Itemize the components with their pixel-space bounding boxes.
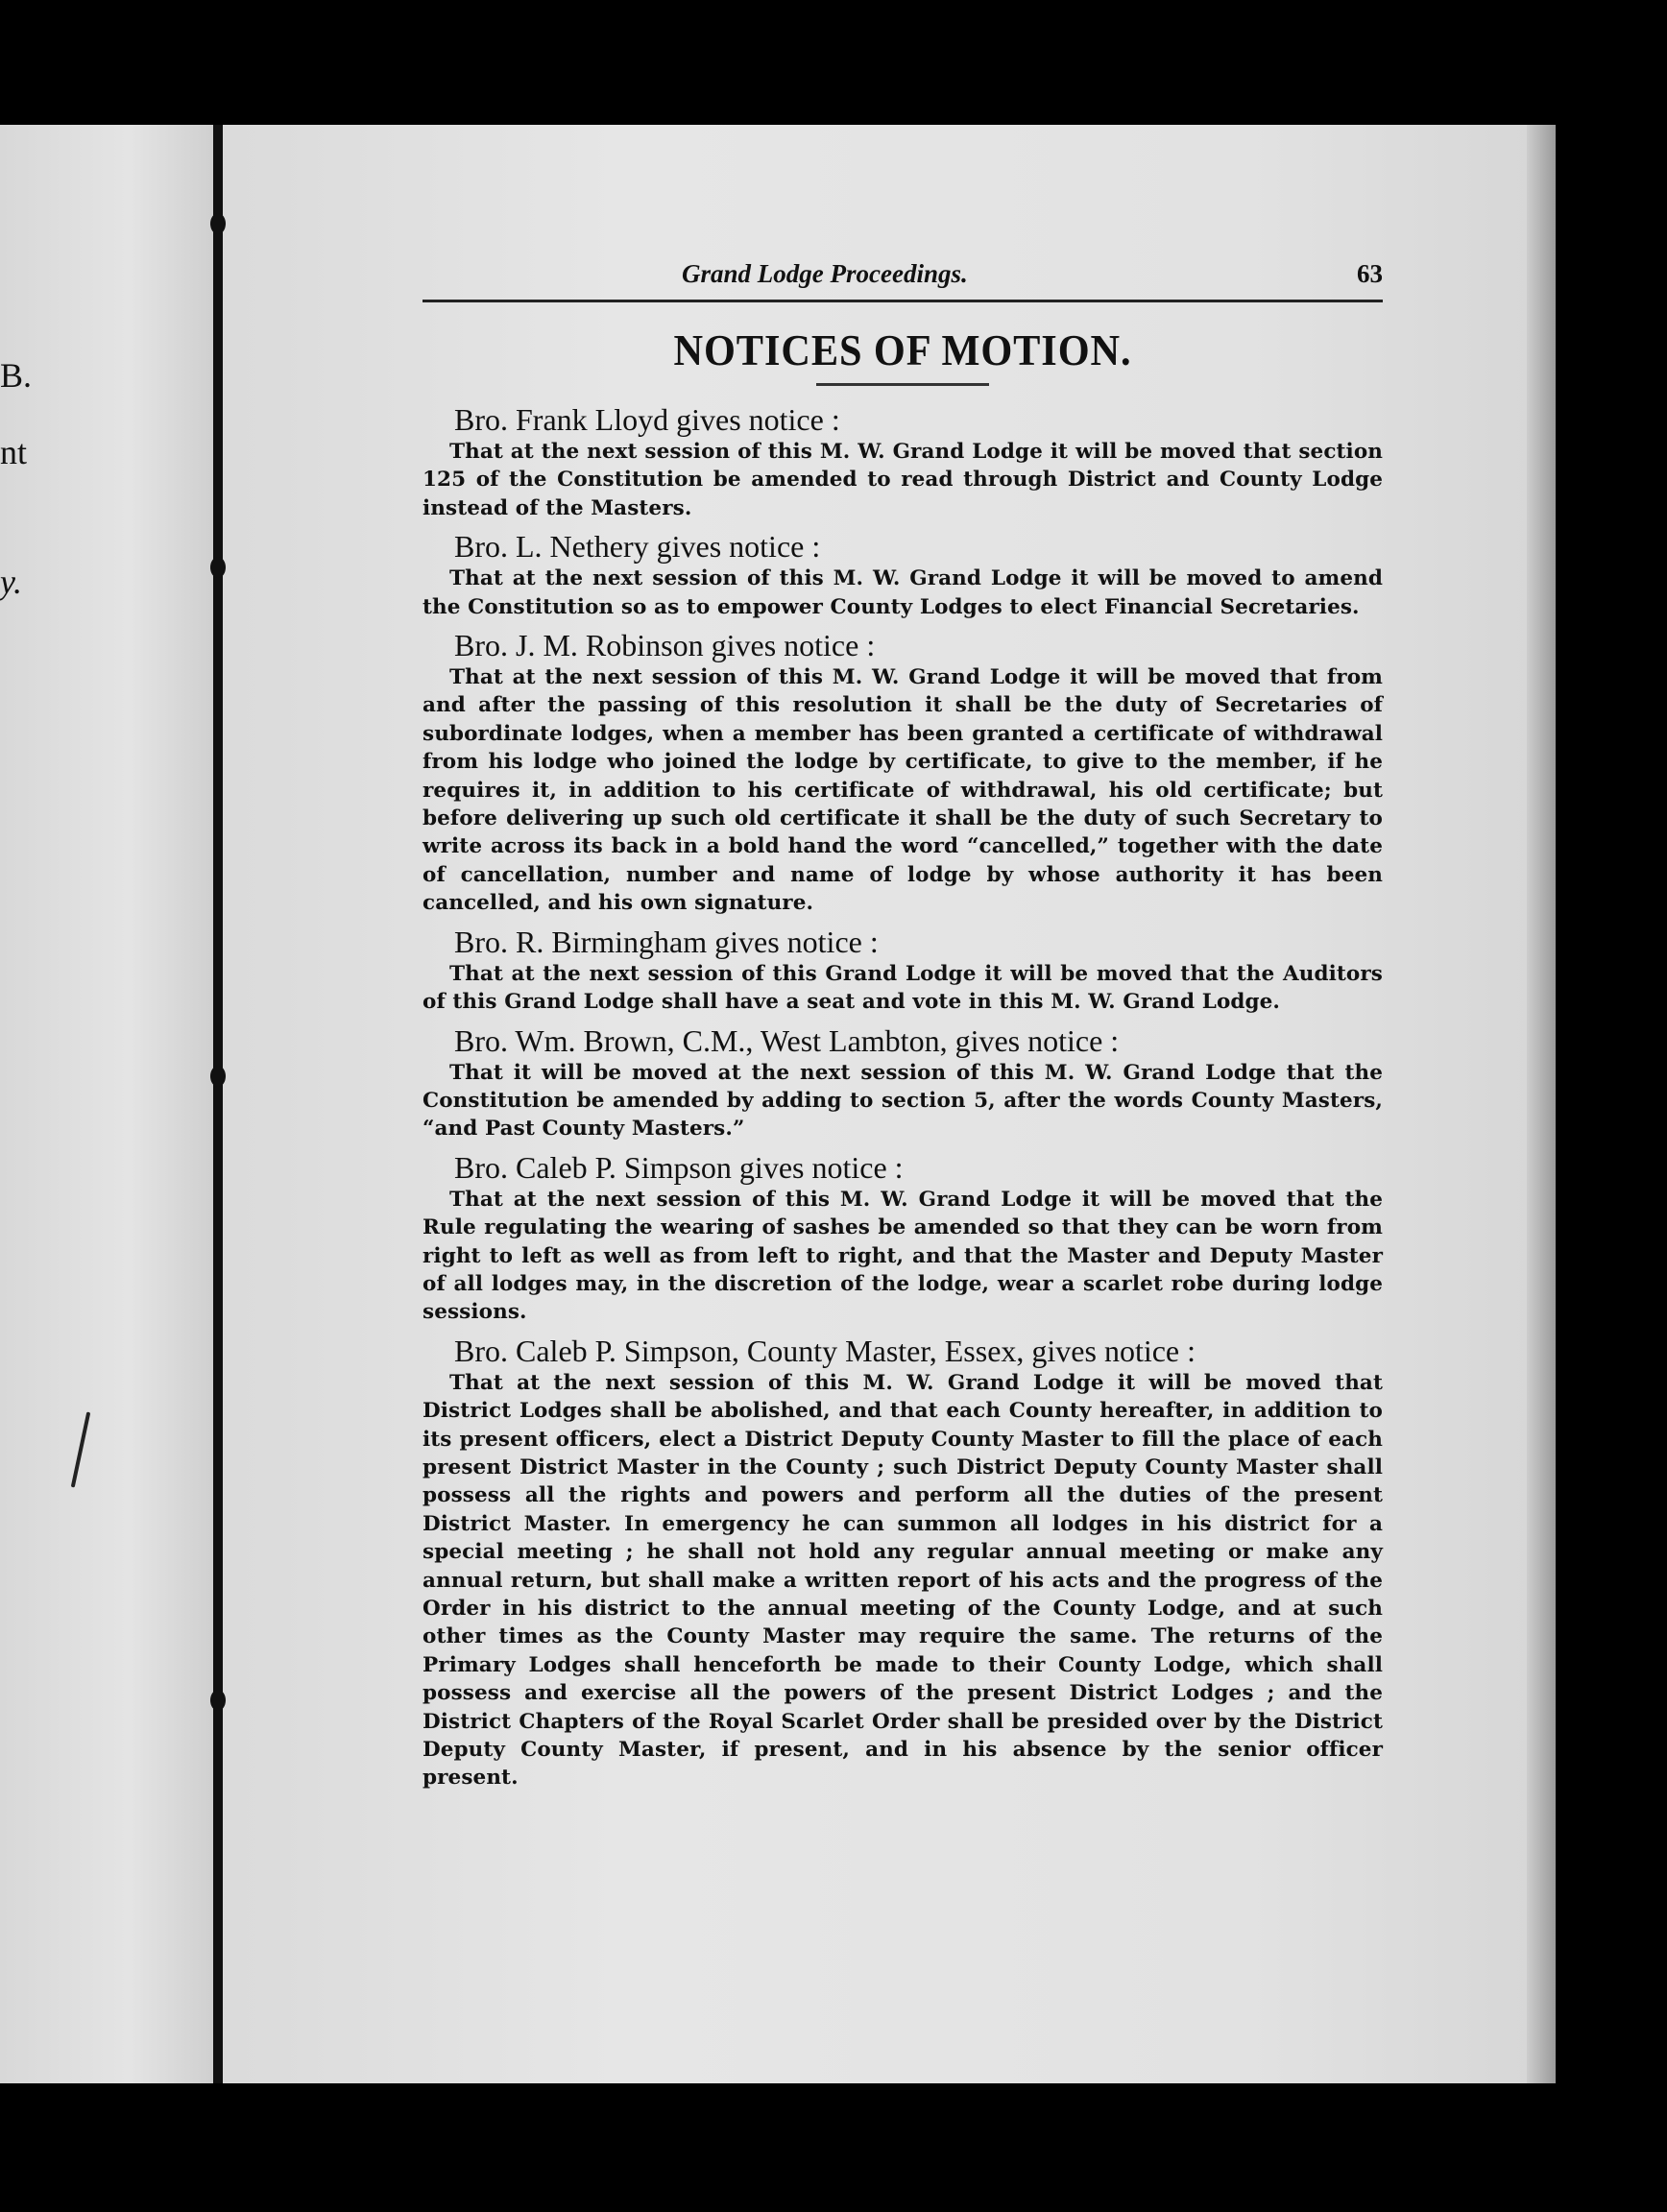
notice [423,924,1383,1017]
book-gutter [213,125,223,2083]
title-rule [816,383,989,386]
notice-heading: Bro. Caleb P. Simpson gives notice : [454,1149,904,1185]
binding-thread-knot [210,1066,226,1087]
notice [423,1333,1383,1792]
page-number: 63 [1357,259,1383,288]
binding-thread-knot [210,557,226,578]
notice [423,627,1383,918]
running-header [423,240,1383,300]
facing-page-fragment: y. [0,563,22,601]
notice-body: That at the next session of this M. W. Grand Lodge it will be moved that section 125 of the Constitution be amended to read through District and County Lodge instead of the Masters. [423,440,1383,520]
notice [423,528,1383,621]
notice-heading: Bro. R. Birmingham gives notice : [454,924,879,959]
facing-page-edge [0,125,216,2083]
notice-body: That at the next session of this M. W. Grand Lodge it will be moved to amend the Constitution so as to empower County Lodges to elect Financial Secretaries. [423,566,1383,619]
notice [423,1022,1383,1143]
notice-body: That at the next session of this M. W. Grand Lodge it will be moved that District Lodges shall be abolished, and that each County hereafter, in addition to its present officers, elect a District Deputy County Master to fill the place of each present District Master in the County ; such District Deputy County Master shall possess all the rights and powers and perform all the duties of the present District Master. In emergency he can summon all lodges in his district for a special meeting ; he shall not hold any regular annual meeting or make any annual return, but shall make a written report of his acts and the progress of the Order in his district to the annual meeting of the County Lodge, and at such other times as the County Master may require the same. The returns of the Primary Lodges shall henceforth be made to their County Lodge, which shall possess and exercise all the powers of the present District Lodges ; and the District Chapters of the Royal Scarlet Order shall be presided over by the District Deputy County Master, if present, and in his absence by the senior officer present. [423,1370,1383,1791]
notice-heading: Bro. Wm. Brown, C.M., West Lambton, gives notice : [454,1022,1120,1058]
running-title: Grand Lodge Proceedings. [682,259,968,288]
notice-heading: Bro. Frank Lloyd gives notice : [454,402,840,437]
header-rule [423,300,1383,302]
notice-heading: Bro. L. Nethery gives notice : [454,529,821,565]
page-edge-shadow [1527,125,1556,2083]
notice-body: That it will be moved at the next session of this M. W. Grand Lodge that the Constitution be amended by adding to section 5, after the words County Masters, “and Past County Masters.” [423,1060,1383,1142]
notice [423,401,1383,522]
notice-body: That at the next session of this Grand Lodge it will be moved that the Auditors of this Grand Lodge shall have a seat and vote in this M. W. Grand Lodge. [423,961,1383,1015]
facing-page-fragment: B. [0,356,33,395]
document-page [423,240,1383,1798]
notice [423,1149,1383,1327]
binding-thread-knot [210,213,226,234]
binding-thread-knot [210,1690,226,1711]
section-title: NOTICES OF MOTION. [673,325,1132,374]
notice-heading: Bro. Caleb P. Simpson, County Master, Essex, gives notice : [454,1333,1196,1368]
facing-page-fragment: nt [0,433,28,471]
notice-body: That at the next session of this M. W. Grand Lodge it will be moved that from and after the passing of this resolution it shall be the duty of Secretaries of subordinate lodges, when a member has been granted a certificate of withdrawal from his lodge who joined the lodge by certificate, to give to the member, if he requires it, in addition to his certificate of withdrawal, his old certificate; but before delivering up such old certificate it shall be the duty of such Secretary to write across its back in a bold hand the word “cancelled,” together with the date of cancellation, number and name of lodge by whose authority it has been cancelled, and his own signature. [423,665,1383,916]
notice-body: That at the next session of this M. W. Grand Lodge it will be moved that the Rule regulating the wearing of sashes be amended so that they can be worn from right to left as well as from left to right, and that the Master and Deputy Master of all lodges may, in the discretion of the lodge, wear a scarlet robe during lodge sessions. [423,1187,1383,1325]
notice-heading: Bro. J. M. Robinson gives notice : [454,628,876,663]
